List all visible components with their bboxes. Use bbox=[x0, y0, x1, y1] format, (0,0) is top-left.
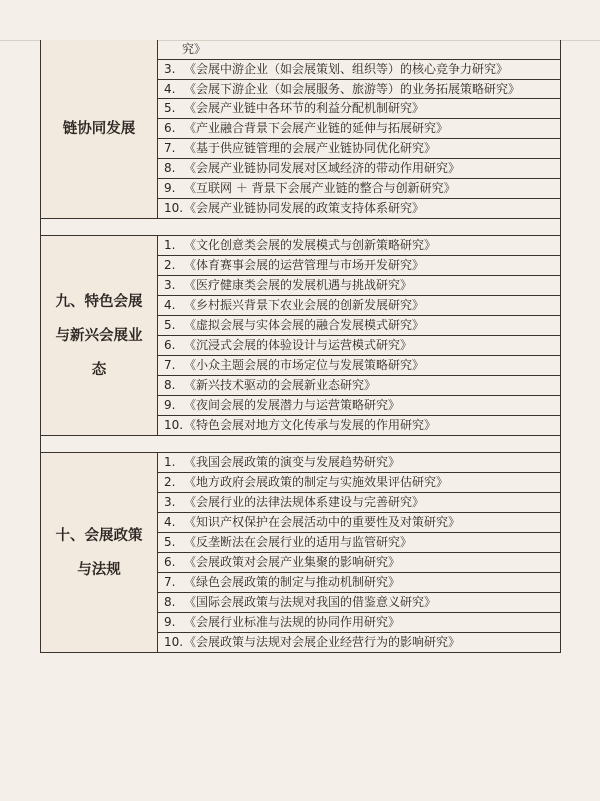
topic-row bbox=[158, 552, 560, 572]
topic-number: 3. bbox=[164, 278, 176, 292]
category-label: 链协同发展 bbox=[62, 121, 136, 137]
topic-text: 《绿色会展政策的制定与推动机制研究》 bbox=[184, 575, 401, 589]
topic-text: 《地方政府会展政策的制定与实施效果评估研究》 bbox=[184, 475, 449, 489]
topic-text: 《反垄断法在会展行业的适用与监管研究》 bbox=[184, 535, 413, 549]
topic-text: 《会展下游企业（如会展服务、旅游等）的业务拓展策略研究》 bbox=[184, 82, 521, 96]
topic-number: 5. bbox=[164, 535, 176, 549]
topic-row bbox=[158, 315, 560, 335]
topic-row bbox=[158, 59, 560, 79]
topic-row bbox=[158, 355, 560, 375]
topic-text: 《会展政策对会展产业集聚的影响研究》 bbox=[184, 555, 401, 569]
topic-number: 5. bbox=[164, 318, 176, 332]
topic-text: 《沉浸式会展的体验设计与运营模式研究》 bbox=[184, 338, 413, 352]
section-spacer bbox=[41, 218, 560, 235]
section-policy-regulation bbox=[41, 452, 560, 652]
topic-row bbox=[158, 40, 560, 59]
topic-row bbox=[158, 255, 560, 275]
topic-text: 《基于供应链管理的会展产业链协同优化研究》 bbox=[184, 141, 437, 155]
topic-text: 《文化创意类会展的发展模式与创新策略研究》 bbox=[184, 238, 437, 252]
topic-row bbox=[158, 375, 560, 395]
topic-number: 7. bbox=[164, 358, 176, 372]
category-label: 十、会展政策与法规 bbox=[55, 527, 143, 578]
topic-text: 《新兴技术驱动的会展新业态研究》 bbox=[184, 378, 377, 392]
topic-text: 究》 bbox=[182, 42, 207, 56]
topic-number: 9. bbox=[164, 398, 176, 412]
topic-number: 9. bbox=[164, 615, 176, 629]
topic-number: 8. bbox=[164, 595, 176, 609]
topic-text: 《会展政策与法规对会展企业经营行为的影响研究》 bbox=[184, 635, 461, 649]
topic-number: 9. bbox=[164, 181, 176, 195]
topic-row bbox=[158, 453, 560, 472]
topic-number: 7. bbox=[164, 575, 176, 589]
topic-text: 《会展产业链协同发展的政策支持体系研究》 bbox=[184, 201, 425, 215]
topic-row bbox=[158, 532, 560, 552]
topic-row bbox=[158, 612, 560, 632]
topic-text: 《我国会展政策的演变与发展趋势研究》 bbox=[184, 455, 401, 469]
topic-list bbox=[158, 453, 560, 652]
topic-text: 《会展产业链协同发展对区域经济的带动作用研究》 bbox=[184, 161, 461, 175]
topic-number: 4. bbox=[164, 82, 176, 96]
topic-number: 7. bbox=[164, 141, 176, 155]
topic-row bbox=[158, 472, 560, 492]
topic-row bbox=[158, 236, 560, 255]
topic-row bbox=[158, 98, 560, 118]
topic-row bbox=[158, 295, 560, 315]
topic-text: 《国际会展政策与法规对我国的借鉴意义研究》 bbox=[184, 595, 437, 609]
topic-number: 1. bbox=[164, 455, 176, 469]
topic-text: 《虚拟会展与实体会展的融合发展模式研究》 bbox=[184, 318, 425, 332]
topic-number: 2. bbox=[164, 258, 176, 272]
section-spacer bbox=[41, 435, 560, 452]
topic-number: 8. bbox=[164, 161, 176, 175]
topic-text: 《会展行业标准与法规的协同作用研究》 bbox=[184, 615, 401, 629]
topic-number: 10. bbox=[164, 418, 184, 432]
topic-number: 8. bbox=[164, 378, 176, 392]
topic-text: 《会展产业链中各环节的利益分配机制研究》 bbox=[184, 101, 425, 115]
topic-row bbox=[158, 178, 560, 198]
topic-row bbox=[158, 415, 560, 435]
topic-text: 《体育赛事会展的运营管理与市场开发研究》 bbox=[184, 258, 425, 272]
topic-number: 3. bbox=[164, 495, 176, 509]
topic-text: 《会展中游企业（如会展策划、组织等）的核心竞争力研究》 bbox=[184, 62, 509, 76]
category-cell bbox=[41, 453, 158, 652]
topic-row bbox=[158, 275, 560, 295]
topic-number: 6. bbox=[164, 555, 176, 569]
topic-text: 《产业融合背景下会展产业链的延伸与拓展研究》 bbox=[184, 121, 449, 135]
topic-text: 《医疗健康类会展的发展机遇与挑战研究》 bbox=[184, 278, 413, 292]
topic-row bbox=[158, 395, 560, 415]
category-cell bbox=[41, 40, 158, 218]
topic-row bbox=[158, 158, 560, 178]
topic-row bbox=[158, 632, 560, 652]
topic-text: 《特色会展对地方文化传承与发展的作用研究》 bbox=[184, 418, 437, 432]
topic-row bbox=[158, 79, 560, 98]
topic-number: 6. bbox=[164, 338, 176, 352]
topic-row bbox=[158, 118, 560, 138]
topic-number: 3. bbox=[164, 62, 176, 76]
section-industry-chain bbox=[41, 40, 560, 218]
topic-row bbox=[158, 492, 560, 512]
topic-text: 《乡村振兴背景下农业会展的创新发展研究》 bbox=[184, 298, 425, 312]
topic-row bbox=[158, 335, 560, 355]
topic-text: 《会展行业的法律法规体系建设与完善研究》 bbox=[184, 495, 425, 509]
topic-list bbox=[158, 236, 560, 435]
topic-number: 2. bbox=[164, 475, 176, 489]
category-label: 九、特色会展与新兴会展业态 bbox=[55, 293, 143, 378]
topic-text: 《互联网 ＋ 背景下会展产业链的整合与创新研究》 bbox=[184, 181, 456, 195]
topic-row bbox=[158, 198, 560, 218]
topic-text: 《夜间会展的发展潜力与运营策略研究》 bbox=[184, 398, 401, 412]
topic-text: 《小众主题会展的市场定位与发展策略研究》 bbox=[184, 358, 425, 372]
section-special-exhibitions bbox=[41, 235, 560, 435]
topic-number: 10. bbox=[164, 635, 184, 649]
topic-number: 5. bbox=[164, 101, 176, 115]
topic-text: 《知识产权保护在会展活动中的重要性及对策研究》 bbox=[184, 515, 461, 529]
topic-number: 6. bbox=[164, 121, 176, 135]
topic-number: 1. bbox=[164, 238, 176, 252]
topic-number: 4. bbox=[164, 298, 176, 312]
topic-row bbox=[158, 138, 560, 158]
category-cell bbox=[41, 236, 158, 435]
topic-list bbox=[158, 40, 560, 218]
topic-row bbox=[158, 592, 560, 612]
topic-row bbox=[158, 512, 560, 532]
topic-number: 4. bbox=[164, 515, 176, 529]
topic-number: 10. bbox=[164, 201, 184, 215]
topic-row bbox=[158, 572, 560, 592]
topic-table bbox=[40, 40, 561, 653]
